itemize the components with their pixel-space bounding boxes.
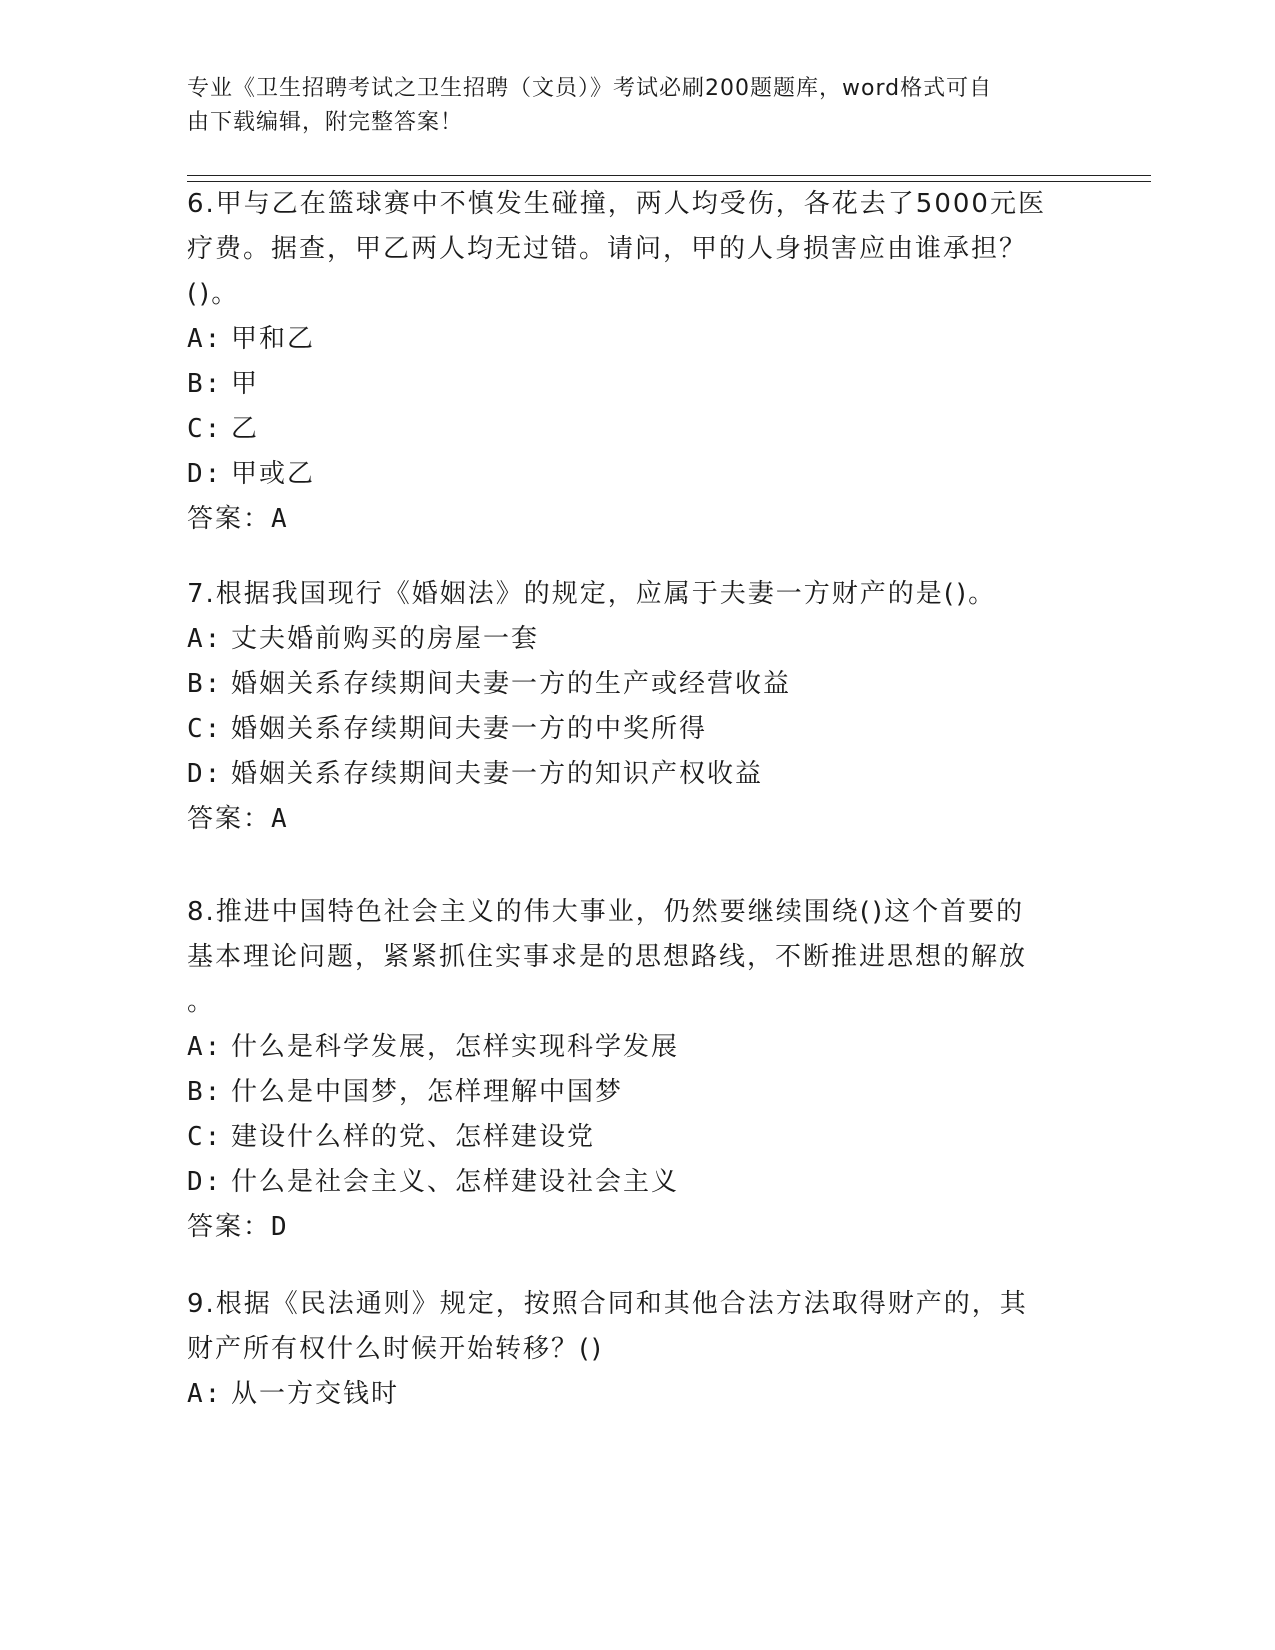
option-letter: D: <box>187 1167 223 1197</box>
question-stem-line: 疗费。据查，甲乙两人均无过错。请问，甲的人身损害应由谁承担？ <box>187 234 1028 264</box>
question-stem-line: 。 <box>187 987 216 1017</box>
option-text: 什么是中国梦，怎样理解中国梦 <box>231 1077 624 1107</box>
option-a <box>187 1025 1087 1070</box>
question-stem-line: 7.根据我国现行《婚姻法》的规定，应属于夫妻一方财产的是()。 <box>187 579 997 609</box>
answer-label: 答案： <box>187 1212 272 1242</box>
answer-value: A <box>271 804 289 834</box>
option-letter: A: <box>187 1032 223 1062</box>
option-text: 丈夫婚前购买的房屋一套 <box>231 624 540 654</box>
option-text: 甲或乙 <box>231 459 316 489</box>
option-letter: A: <box>187 1379 223 1409</box>
question-stem-line: 财产所有权什么时候开始转移？() <box>187 1334 604 1364</box>
option-letter: A: <box>187 324 223 354</box>
question-stem-line: 基本理论问题，紧紧抓住实事求是的思想路线，不断推进思想的解放 <box>187 942 1028 972</box>
option-b <box>187 662 1087 707</box>
question-stem-line: 8.推进中国特色社会主义的伟大事业，仍然要继续围绕()这个首要的 <box>187 897 1025 927</box>
option-d <box>187 1160 1087 1205</box>
option-text: 什么是社会主义、怎样建设社会主义 <box>231 1167 680 1197</box>
option-c <box>187 1115 1087 1160</box>
option-b <box>187 1070 1087 1115</box>
answer-value: D <box>271 1212 289 1242</box>
question-stem-line: 9.根据《民法通则》规定，按照合同和其他合法方法取得财产的，其 <box>187 1289 1028 1319</box>
option-text: 婚姻关系存续期间夫妻一方的中奖所得 <box>231 714 708 744</box>
option-b <box>187 362 1087 407</box>
option-d <box>187 752 1087 797</box>
header-line-2: 由下载编辑，附完整答案！ <box>187 110 464 135</box>
question-9 <box>187 1282 1087 1417</box>
answer <box>187 1205 1087 1250</box>
option-letter: D: <box>187 459 223 489</box>
option-letter: A: <box>187 624 223 654</box>
answer-label: 答案： <box>187 504 272 534</box>
option-letter: B: <box>187 669 223 699</box>
option-letter: B: <box>187 1077 223 1107</box>
option-c <box>187 707 1087 752</box>
option-text: 婚姻关系存续期间夫妻一方的生产或经营收益 <box>231 669 792 699</box>
header-line-1: 专业《卫生招聘考试之卫生招聘（文员）》考试必刷200题题库，word格式可自 <box>187 76 993 101</box>
option-text: 乙 <box>231 414 260 444</box>
question-stem-line: ()。 <box>187 279 240 309</box>
option-letter: C: <box>187 414 223 444</box>
option-letter: C: <box>187 714 223 744</box>
question-6 <box>187 182 1087 542</box>
option-letter: D: <box>187 759 223 789</box>
option-text: 甲和乙 <box>231 324 316 354</box>
option-d <box>187 452 1087 497</box>
option-text: 甲 <box>231 369 260 399</box>
answer <box>187 497 1087 542</box>
answer-value: A <box>271 504 289 534</box>
option-a <box>187 1372 1087 1417</box>
option-text: 建设什么样的党、怎样建设党 <box>231 1122 596 1152</box>
option-text: 什么是科学发展，怎样实现科学发展 <box>231 1032 680 1062</box>
option-a <box>187 317 1087 362</box>
option-text: 婚姻关系存续期间夫妻一方的知识产权收益 <box>231 759 764 789</box>
option-letter: B: <box>187 369 223 399</box>
question-stem-line: 6.甲与乙在篮球赛中不慎发生碰撞，两人均受伤，各花去了5000元医 <box>187 189 1046 219</box>
answer-label: 答案： <box>187 804 272 834</box>
option-letter: C: <box>187 1122 223 1152</box>
header-divider-top <box>187 175 1151 176</box>
option-c <box>187 407 1087 452</box>
question-7 <box>187 572 1087 842</box>
option-text: 从一方交钱时 <box>231 1379 400 1409</box>
document-header <box>187 72 1067 140</box>
option-a <box>187 617 1087 662</box>
question-8 <box>187 890 1087 1250</box>
answer <box>187 797 1087 842</box>
